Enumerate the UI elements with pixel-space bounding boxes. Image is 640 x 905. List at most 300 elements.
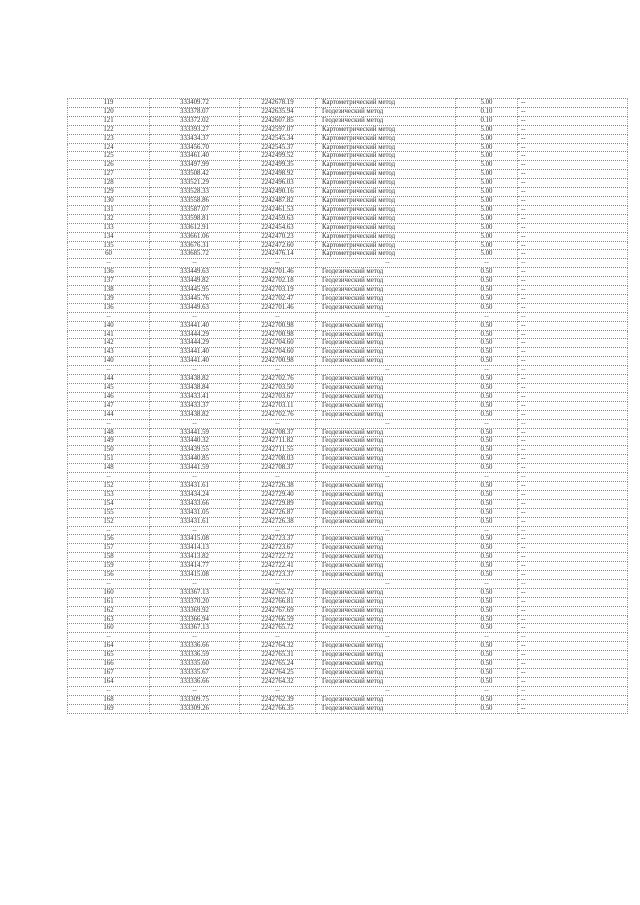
- x-coordinate-cell: 333433.37: [150, 401, 240, 410]
- accuracy-cell: 0.50: [456, 348, 518, 357]
- accuracy-cell: 0.50: [456, 330, 518, 339]
- point-number-cell: 124: [68, 143, 150, 152]
- table-row: [68, 339, 628, 348]
- accuracy-cell: 0.50: [456, 357, 518, 366]
- method-cell: --: [316, 419, 456, 428]
- method-cell: Геодезический метод: [316, 677, 456, 686]
- y-coordinate-cell: 2242766.59: [240, 615, 316, 624]
- table-row: [68, 642, 628, 651]
- x-coordinate-cell: 333433.66: [150, 499, 240, 508]
- y-coordinate-cell: 2242729.89: [240, 499, 316, 508]
- separator-row: [68, 419, 628, 428]
- point-number-cell: 156: [68, 535, 150, 544]
- note-cell: --: [518, 428, 628, 437]
- point-number-cell: 164: [68, 642, 150, 651]
- x-coordinate-cell: 333434.24: [150, 490, 240, 499]
- x-coordinate-cell: 333336.66: [150, 677, 240, 686]
- method-cell: --: [316, 366, 456, 375]
- y-coordinate-cell: 2242700.98: [240, 330, 316, 339]
- point-number-cell: 133: [68, 223, 150, 232]
- accuracy-cell: 0.50: [456, 437, 518, 446]
- accuracy-cell: 0.50: [456, 669, 518, 678]
- accuracy-cell: --: [456, 312, 518, 321]
- y-coordinate-cell: 2242762.39: [240, 695, 316, 704]
- coordinates-document: [67, 98, 627, 714]
- accuracy-cell: 0.50: [456, 268, 518, 277]
- y-coordinate-cell: 2242496.03: [240, 179, 316, 188]
- point-number-cell: 152: [68, 481, 150, 490]
- method-cell: Геодезический метод: [316, 357, 456, 366]
- method-cell: Геодезический метод: [316, 286, 456, 295]
- separator-row: [68, 579, 628, 588]
- point-number-cell: 160: [68, 624, 150, 633]
- x-coordinate-cell: 333558.86: [150, 196, 240, 205]
- y-coordinate-cell: 2242764.32: [240, 642, 316, 651]
- note-cell: --: [518, 669, 628, 678]
- x-coordinate-cell: 333444.29: [150, 330, 240, 339]
- accuracy-cell: 5.00: [456, 152, 518, 161]
- method-cell: Геодезический метод: [316, 481, 456, 490]
- point-number-cell: 146: [68, 392, 150, 401]
- note-cell: --: [518, 357, 628, 366]
- method-cell: Геодезический метод: [316, 268, 456, 277]
- y-coordinate-cell: 2242700.98: [240, 357, 316, 366]
- accuracy-cell: --: [456, 579, 518, 588]
- x-coordinate-cell: 333367.13: [150, 588, 240, 597]
- note-cell: --: [518, 419, 628, 428]
- y-coordinate-cell: --: [240, 259, 316, 268]
- point-number-cell: 142: [68, 339, 150, 348]
- x-coordinate-cell: 333461.40: [150, 152, 240, 161]
- coordinates-table-body: [68, 99, 628, 714]
- accuracy-cell: 0.50: [456, 499, 518, 508]
- note-cell: --: [518, 223, 628, 232]
- x-coordinate-cell: 333431.61: [150, 481, 240, 490]
- y-coordinate-cell: 2242701.46: [240, 268, 316, 277]
- accuracy-cell: 0.50: [456, 660, 518, 669]
- point-number-cell: --: [68, 366, 150, 375]
- point-number-cell: --: [68, 633, 150, 642]
- method-cell: Геодезический метод: [316, 517, 456, 526]
- accuracy-cell: 0.50: [456, 321, 518, 330]
- table-row: [68, 508, 628, 517]
- table-row: [68, 481, 628, 490]
- note-cell: --: [518, 490, 628, 499]
- separator-row: [68, 366, 628, 375]
- y-coordinate-cell: 2242764.25: [240, 669, 316, 678]
- accuracy-cell: 5.00: [456, 214, 518, 223]
- note-cell: --: [518, 188, 628, 197]
- table-row: [68, 232, 628, 241]
- x-coordinate-cell: 333445.76: [150, 294, 240, 303]
- method-cell: Картометрический метод: [316, 241, 456, 250]
- method-cell: --: [316, 633, 456, 642]
- note-cell: --: [518, 410, 628, 419]
- method-cell: Геодезический метод: [316, 339, 456, 348]
- y-coordinate-cell: 2242499.35: [240, 161, 316, 170]
- point-number-cell: 148: [68, 428, 150, 437]
- y-coordinate-cell: 2242597.07: [240, 125, 316, 134]
- accuracy-cell: 0.50: [456, 704, 518, 713]
- note-cell: --: [518, 704, 628, 713]
- table-row: [68, 499, 628, 508]
- y-coordinate-cell: 2242765.31: [240, 651, 316, 660]
- note-cell: --: [518, 535, 628, 544]
- table-row: [68, 624, 628, 633]
- note-cell: --: [518, 99, 628, 108]
- point-number-cell: 163: [68, 615, 150, 624]
- x-coordinate-cell: 333372.02: [150, 116, 240, 125]
- table-row: [68, 455, 628, 464]
- point-number-cell: 150: [68, 446, 150, 455]
- method-cell: Геодезический метод: [316, 588, 456, 597]
- accuracy-cell: 0.50: [456, 446, 518, 455]
- note-cell: --: [518, 250, 628, 259]
- method-cell: Геодезический метод: [316, 294, 456, 303]
- x-coordinate-cell: 333445.95: [150, 286, 240, 295]
- accuracy-cell: 5.00: [456, 170, 518, 179]
- y-coordinate-cell: 2242545.34: [240, 134, 316, 143]
- table-row: [68, 214, 628, 223]
- accuracy-cell: 0.50: [456, 642, 518, 651]
- point-number-cell: 130: [68, 196, 150, 205]
- note-cell: --: [518, 651, 628, 660]
- x-coordinate-cell: 333497.99: [150, 161, 240, 170]
- accuracy-cell: 5.00: [456, 223, 518, 232]
- y-coordinate-cell: 2242704.60: [240, 348, 316, 357]
- x-coordinate-cell: 333431.05: [150, 508, 240, 517]
- point-number-cell: 160: [68, 588, 150, 597]
- coordinates-table: [67, 98, 628, 714]
- x-coordinate-cell: 333415.08: [150, 535, 240, 544]
- table-row: [68, 170, 628, 179]
- x-coordinate-cell: 333366.94: [150, 615, 240, 624]
- note-cell: --: [518, 268, 628, 277]
- point-number-cell: 169: [68, 704, 150, 713]
- method-cell: --: [316, 579, 456, 588]
- note-cell: --: [518, 277, 628, 286]
- x-coordinate-cell: 333409.72: [150, 99, 240, 108]
- note-cell: --: [518, 579, 628, 588]
- accuracy-cell: 0.50: [456, 286, 518, 295]
- method-cell: Геодезический метод: [316, 401, 456, 410]
- table-row: [68, 223, 628, 232]
- accuracy-cell: 0.50: [456, 277, 518, 286]
- accuracy-cell: 0.50: [456, 392, 518, 401]
- y-coordinate-cell: 2242711.55: [240, 446, 316, 455]
- x-coordinate-cell: 333336.59: [150, 651, 240, 660]
- point-number-cell: 138: [68, 286, 150, 295]
- note-cell: --: [518, 446, 628, 455]
- method-cell: Геодезический метод: [316, 660, 456, 669]
- table-row: [68, 553, 628, 562]
- x-coordinate-cell: 333414.77: [150, 562, 240, 571]
- x-coordinate-cell: 333685.72: [150, 250, 240, 259]
- method-cell: Картометрический метод: [316, 170, 456, 179]
- method-cell: Картометрический метод: [316, 232, 456, 241]
- point-number-cell: 119: [68, 99, 150, 108]
- method-cell: Геодезический метод: [316, 107, 456, 116]
- y-coordinate-cell: --: [240, 419, 316, 428]
- method-cell: Картометрический метод: [316, 188, 456, 197]
- point-number-cell: 127: [68, 170, 150, 179]
- separator-row: [68, 686, 628, 695]
- note-cell: --: [518, 214, 628, 223]
- point-number-cell: 164: [68, 677, 150, 686]
- note-cell: --: [518, 517, 628, 526]
- method-cell: Геодезический метод: [316, 499, 456, 508]
- point-number-cell: 143: [68, 348, 150, 357]
- y-coordinate-cell: 2242545.37: [240, 143, 316, 152]
- y-coordinate-cell: 2242459.63: [240, 214, 316, 223]
- note-cell: --: [518, 339, 628, 348]
- x-coordinate-cell: 333335.60: [150, 660, 240, 669]
- table-row: [68, 330, 628, 339]
- x-coordinate-cell: 333378.07: [150, 107, 240, 116]
- y-coordinate-cell: 2242461.53: [240, 205, 316, 214]
- accuracy-cell: 0.50: [456, 294, 518, 303]
- table-row: [68, 651, 628, 660]
- x-coordinate-cell: 333587.07: [150, 205, 240, 214]
- y-coordinate-cell: 2242726.38: [240, 481, 316, 490]
- table-row: [68, 695, 628, 704]
- x-coordinate-cell: 333415.08: [150, 571, 240, 580]
- y-coordinate-cell: 2242729.40: [240, 490, 316, 499]
- method-cell: Геодезический метод: [316, 642, 456, 651]
- point-number-cell: 157: [68, 544, 150, 553]
- y-coordinate-cell: 2242723.67: [240, 544, 316, 553]
- accuracy-cell: 5.00: [456, 179, 518, 188]
- note-cell: --: [518, 375, 628, 384]
- x-coordinate-cell: 333434.37: [150, 134, 240, 143]
- point-number-cell: 120: [68, 107, 150, 116]
- table-row: [68, 250, 628, 259]
- y-coordinate-cell: --: [240, 579, 316, 588]
- y-coordinate-cell: 2242703.50: [240, 384, 316, 393]
- accuracy-cell: 5.00: [456, 241, 518, 250]
- point-number-cell: 159: [68, 562, 150, 571]
- accuracy-cell: 0.50: [456, 597, 518, 606]
- method-cell: --: [316, 473, 456, 482]
- method-cell: Геодезический метод: [316, 624, 456, 633]
- point-number-cell: 132: [68, 214, 150, 223]
- y-coordinate-cell: 2242722.72: [240, 553, 316, 562]
- separator-row: [68, 312, 628, 321]
- y-coordinate-cell: 2242703.67: [240, 392, 316, 401]
- y-coordinate-cell: 2242702.76: [240, 375, 316, 384]
- point-number-cell: 158: [68, 553, 150, 562]
- note-cell: --: [518, 686, 628, 695]
- accuracy-cell: --: [456, 633, 518, 642]
- method-cell: Геодезический метод: [316, 277, 456, 286]
- table-row: [68, 490, 628, 499]
- accuracy-cell: 0.50: [456, 535, 518, 544]
- accuracy-cell: 5.00: [456, 250, 518, 259]
- separator-row: [68, 259, 628, 268]
- table-row: [68, 152, 628, 161]
- y-coordinate-cell: 2242766.81: [240, 597, 316, 606]
- accuracy-cell: 5.00: [456, 161, 518, 170]
- y-coordinate-cell: 2242678.19: [240, 99, 316, 108]
- y-coordinate-cell: 2242767.69: [240, 606, 316, 615]
- table-row: [68, 446, 628, 455]
- point-number-cell: --: [68, 259, 150, 268]
- note-cell: --: [518, 125, 628, 134]
- accuracy-cell: 0.50: [456, 571, 518, 580]
- separator-row: [68, 526, 628, 535]
- y-coordinate-cell: --: [240, 473, 316, 482]
- note-cell: --: [518, 571, 628, 580]
- table-row: [68, 375, 628, 384]
- note-cell: --: [518, 366, 628, 375]
- accuracy-cell: 0.50: [456, 481, 518, 490]
- accuracy-cell: 5.00: [456, 188, 518, 197]
- accuracy-cell: --: [456, 259, 518, 268]
- table-row: [68, 437, 628, 446]
- y-coordinate-cell: 2242708.03: [240, 455, 316, 464]
- accuracy-cell: 0.50: [456, 375, 518, 384]
- table-row: [68, 669, 628, 678]
- method-cell: Геодезический метод: [316, 446, 456, 455]
- note-cell: --: [518, 312, 628, 321]
- method-cell: Геодезический метод: [316, 571, 456, 580]
- accuracy-cell: 0.50: [456, 651, 518, 660]
- table-row: [68, 535, 628, 544]
- accuracy-cell: 0.50: [456, 303, 518, 312]
- note-cell: --: [518, 392, 628, 401]
- y-coordinate-cell: 2242765.24: [240, 660, 316, 669]
- point-number-cell: 60: [68, 250, 150, 259]
- note-cell: --: [518, 286, 628, 295]
- accuracy-cell: 0.50: [456, 606, 518, 615]
- accuracy-cell: --: [456, 526, 518, 535]
- method-cell: --: [316, 686, 456, 695]
- table-row: [68, 134, 628, 143]
- table-row: [68, 660, 628, 669]
- note-cell: --: [518, 562, 628, 571]
- method-cell: Геодезический метод: [316, 321, 456, 330]
- y-coordinate-cell: 2242722.41: [240, 562, 316, 571]
- point-number-cell: 162: [68, 606, 150, 615]
- table-row: [68, 99, 628, 108]
- table-row: [68, 677, 628, 686]
- y-coordinate-cell: 2242708.37: [240, 428, 316, 437]
- y-coordinate-cell: --: [240, 526, 316, 535]
- table-row: [68, 606, 628, 615]
- method-cell: Геодезический метод: [316, 384, 456, 393]
- table-row: [68, 348, 628, 357]
- table-row: [68, 294, 628, 303]
- method-cell: Геодезический метод: [316, 464, 456, 473]
- method-cell: --: [316, 526, 456, 535]
- accuracy-cell: 0.50: [456, 677, 518, 686]
- x-coordinate-cell: 333676.31: [150, 241, 240, 250]
- y-coordinate-cell: --: [240, 366, 316, 375]
- x-coordinate-cell: 333335.67: [150, 669, 240, 678]
- method-cell: Геодезический метод: [316, 428, 456, 437]
- accuracy-cell: 5.00: [456, 232, 518, 241]
- x-coordinate-cell: 333440.32: [150, 437, 240, 446]
- table-row: [68, 392, 628, 401]
- y-coordinate-cell: 2242487.82: [240, 196, 316, 205]
- method-cell: Геодезический метод: [316, 348, 456, 357]
- y-coordinate-cell: 2242765.72: [240, 624, 316, 633]
- method-cell: Геодезический метод: [316, 330, 456, 339]
- point-number-cell: 144: [68, 375, 150, 384]
- note-cell: --: [518, 544, 628, 553]
- method-cell: Геодезический метод: [316, 544, 456, 553]
- point-number-cell: --: [68, 579, 150, 588]
- table-row: [68, 125, 628, 134]
- point-number-cell: 128: [68, 179, 150, 188]
- accuracy-cell: 5.00: [456, 205, 518, 214]
- method-cell: Геодезический метод: [316, 535, 456, 544]
- note-cell: --: [518, 179, 628, 188]
- point-number-cell: --: [68, 473, 150, 482]
- note-cell: --: [518, 161, 628, 170]
- method-cell: Геодезический метод: [316, 704, 456, 713]
- x-coordinate-cell: 333441.40: [150, 357, 240, 366]
- x-coordinate-cell: 333449.63: [150, 268, 240, 277]
- accuracy-cell: 0.50: [456, 410, 518, 419]
- note-cell: --: [518, 401, 628, 410]
- accuracy-cell: 0.50: [456, 588, 518, 597]
- note-cell: --: [518, 499, 628, 508]
- x-coordinate-cell: 333369.92: [150, 606, 240, 615]
- note-cell: --: [518, 481, 628, 490]
- y-coordinate-cell: 2242701.46: [240, 303, 316, 312]
- y-coordinate-cell: 2242708.37: [240, 464, 316, 473]
- y-coordinate-cell: 2242704.60: [240, 339, 316, 348]
- note-cell: --: [518, 508, 628, 517]
- x-coordinate-cell: 333661.06: [150, 232, 240, 241]
- x-coordinate-cell: 333449.82: [150, 277, 240, 286]
- table-row: [68, 588, 628, 597]
- note-cell: --: [518, 321, 628, 330]
- method-cell: Геодезический метод: [316, 553, 456, 562]
- table-row: [68, 241, 628, 250]
- table-row: [68, 286, 628, 295]
- accuracy-cell: 5.00: [456, 99, 518, 108]
- accuracy-cell: 5.00: [456, 196, 518, 205]
- accuracy-cell: 5.00: [456, 143, 518, 152]
- method-cell: Геодезический метод: [316, 695, 456, 704]
- method-cell: Картометрический метод: [316, 205, 456, 214]
- table-row: [68, 205, 628, 214]
- y-coordinate-cell: 2242765.72: [240, 588, 316, 597]
- x-coordinate-cell: 333508.42: [150, 170, 240, 179]
- method-cell: Картометрический метод: [316, 143, 456, 152]
- y-coordinate-cell: 2242476.14: [240, 250, 316, 259]
- point-number-cell: 154: [68, 499, 150, 508]
- y-coordinate-cell: 2242635.94: [240, 107, 316, 116]
- x-coordinate-cell: 333336.66: [150, 642, 240, 651]
- table-row: [68, 268, 628, 277]
- x-coordinate-cell: 333612.91: [150, 223, 240, 232]
- y-coordinate-cell: 2242726.87: [240, 508, 316, 517]
- method-cell: Геодезический метод: [316, 303, 456, 312]
- method-cell: Геодезический метод: [316, 562, 456, 571]
- y-coordinate-cell: 2242470.23: [240, 232, 316, 241]
- method-cell: Геодезический метод: [316, 392, 456, 401]
- point-number-cell: 161: [68, 597, 150, 606]
- x-coordinate-cell: 333413.82: [150, 553, 240, 562]
- y-coordinate-cell: 2242498.92: [240, 170, 316, 179]
- note-cell: --: [518, 615, 628, 624]
- table-row: [68, 303, 628, 312]
- method-cell: --: [316, 259, 456, 268]
- point-number-cell: 151: [68, 455, 150, 464]
